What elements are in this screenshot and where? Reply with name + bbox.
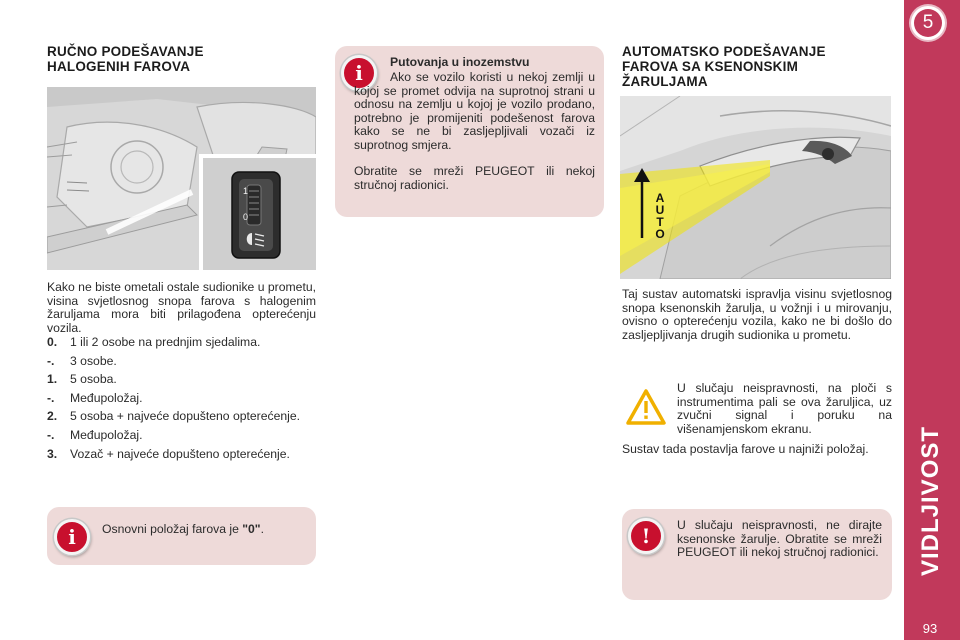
list-number: -. xyxy=(47,427,55,442)
list-item xyxy=(47,429,316,443)
dial-label: 0 xyxy=(243,212,249,222)
chapter-badge xyxy=(911,6,945,40)
list-text: 5 osoba + najveće dopušteno opterećenje. xyxy=(70,409,301,424)
dashboard-figure xyxy=(47,87,316,270)
chapter-number: 5 xyxy=(914,9,942,37)
manual-adjust-heading xyxy=(47,44,307,74)
default-position-info-box xyxy=(47,507,316,565)
list-text: 3 osobe. xyxy=(70,353,117,368)
list-text: Međupoložaj. xyxy=(70,390,143,405)
dashboard-illustration xyxy=(47,87,316,270)
list-number: 0. xyxy=(47,335,58,349)
dial-label: 1 xyxy=(243,186,249,196)
warning-text: U slučaju neispravnosti, na ploči s instrumentima pali se ova žaruljica, uz zvučni signal i poruku na višenamjenskom ekranu. xyxy=(677,381,892,436)
heading-line: FAROVA SA KSENONSKIM xyxy=(622,59,799,74)
xenon-alert-box xyxy=(622,509,892,600)
list-number: 3. xyxy=(47,446,58,461)
xenon-alert-text: U slučaju neispravnosti, ne dirajte ksenonske žarulje. Obratite se mreži PEUGEOT ili nekoj stručnoj radionici. xyxy=(677,518,882,560)
lowest-position-text: Sustav tada postavlja farove u najniži položaj. xyxy=(622,442,869,456)
travel-abroad-contact: Obratite se mreži PEUGEOT ili nekoj stručnoj radionici. xyxy=(354,164,595,192)
list-item xyxy=(47,410,316,424)
list-text: Vozač + najveće dopušteno opterećenje. xyxy=(70,446,290,461)
default-position-value: "0" xyxy=(242,522,261,536)
default-position-text: Osnovni položaj farova je "0". xyxy=(102,522,264,536)
list-item xyxy=(47,336,316,350)
list-item xyxy=(47,355,316,369)
list-text: Međupoložaj. xyxy=(70,427,143,442)
chapter-sidebar xyxy=(904,0,960,640)
exclamation-icon: ! xyxy=(628,518,664,554)
page-number: 93 xyxy=(922,621,938,636)
heading-line: AUTOMATSKO PODEŠAVANJE xyxy=(622,44,826,59)
xenon-headlamp-figure xyxy=(620,96,891,279)
heading-line: RUČNO PODEŠAVANJE xyxy=(47,44,204,59)
list-number: -. xyxy=(47,353,55,368)
travel-abroad-info-box xyxy=(335,46,604,217)
chapter-title: VIDLJIVOST xyxy=(917,425,944,576)
auto-label: AUTO xyxy=(655,191,665,241)
manual-adjust-intro: Kako ne biste ometali ostale sudionike u prometu, visina svjetlosnog snopa farova s halogenim žaruljama mora biti prilagođena opterećenju vozila. xyxy=(47,280,316,335)
list-item xyxy=(47,392,316,406)
list-text: 5 osoba. xyxy=(70,372,117,387)
xenon-headlamp-illustration xyxy=(620,96,891,279)
list-number: -. xyxy=(47,390,55,405)
list-text: 1 ili 2 osobe na prednjim sjedalima. xyxy=(70,335,261,349)
list-item xyxy=(47,448,316,462)
info-icon: i xyxy=(54,519,90,555)
info-icon: i xyxy=(341,55,377,91)
list-number: 1. xyxy=(47,372,58,387)
list-number: 2. xyxy=(47,409,58,424)
heading-line: ŽARULJAMA xyxy=(622,74,708,89)
load-position-list xyxy=(47,336,316,466)
auto-adjust-intro: Taj sustav automatski ispravlja visinu svjetlosnog snopa ksenonskih žarulja, u vožnji i u mirovanju, ovisno o opterećenju vozila, kako ne bi došlo do zasljepljivanja drugih sudionika u prometu. xyxy=(622,287,892,342)
travel-abroad-text: Ako se vozilo koristi u nekoj zemlji u kojoj se promet odvija na suprotnoj strani u odnosu na zemlju u kojoj je vozilo prodano, potrebno je promijeniti podešenost farova kako se ne bi zasljepljivali vozači iz suprotnog smjera. xyxy=(354,70,595,152)
warning-triangle-icon xyxy=(626,388,666,426)
list-item xyxy=(47,373,316,387)
auto-adjust-heading xyxy=(622,44,892,89)
heading-line: HALOGENIH FAROVA xyxy=(47,59,191,74)
travel-abroad-title: Putovanja u inozemstvu xyxy=(390,55,530,69)
